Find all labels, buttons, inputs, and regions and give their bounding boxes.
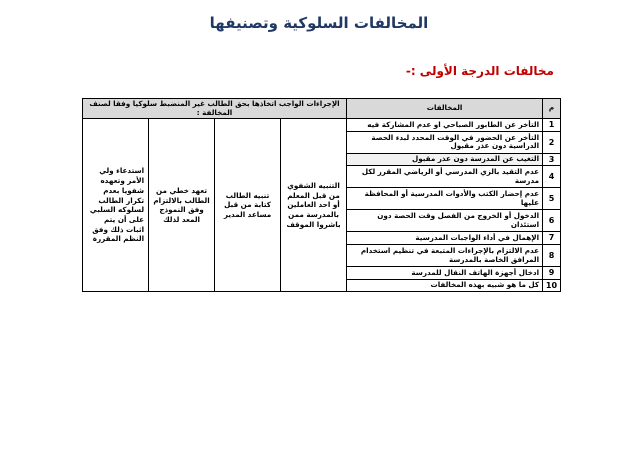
- row-number: 9: [543, 267, 561, 280]
- table-row: [83, 119, 561, 132]
- procedure-written-warning: تنبيه الطالب كتابة من قبل مساعد المدير: [215, 119, 281, 292]
- row-number: 6: [543, 210, 561, 232]
- section-subtitle: مخالفات الدرجة الأولى :-: [405, 64, 554, 78]
- row-number: 2: [543, 131, 561, 153]
- violation-text: كل ما هو شبيه بهذه المخالفات: [347, 279, 543, 292]
- violations-table: [82, 98, 561, 292]
- violation-text: الدخول أو الخروج من الفصل وقت الحصة دون استئذان: [347, 210, 543, 232]
- row-number: 8: [543, 245, 561, 267]
- header-violations: المخالفات: [347, 99, 543, 119]
- row-number: 3: [543, 153, 561, 166]
- procedure-verbal-warning: التنبيه الشفوي من قبل المعلم أو احد العاملين بالمدرسة ممن باشروا الموقف: [281, 119, 347, 292]
- procedure-guardian-summons: استدعاء ولي الأمر وتعهده شفويا بعدم تكرار الطالب لسلوكه السلبي على أن يتم اثبات ذلك وفق النظم المقررة: [83, 119, 149, 292]
- table-header-row: [83, 99, 561, 119]
- violation-text: الإهمال في أداء الواجبات المدرسية: [347, 232, 543, 245]
- violation-text: عدم إحضار الكتب والأدوات المدرسية أو المحافظة عليها: [347, 188, 543, 210]
- row-number: 5: [543, 188, 561, 210]
- violation-text: ادخال أجهزة الهاتف النقال للمدرسة: [347, 267, 543, 280]
- violation-text: عدم التقيد بالزي المدرسي أو الرياضي المقرر لكل مدرسة: [347, 166, 543, 188]
- row-number: 4: [543, 166, 561, 188]
- page-title: المخالفات السلوكية وتصنيفها: [209, 14, 429, 32]
- violation-text: التأخر عن الحضور في الوقت المحدد لبدء الحصة الدراسية دون عذر مقبول: [347, 131, 543, 153]
- violation-text: عدم الالتزام بالإجراءات المتبعة في تنظيم استخدام المرافق الخاصة بالمدرسة: [347, 245, 543, 267]
- row-number: 7: [543, 232, 561, 245]
- violation-text: التغيب عن المدرسة دون عذر مقبول: [347, 153, 543, 166]
- row-number: 10: [543, 279, 561, 292]
- row-number: 1: [543, 119, 561, 132]
- violation-text: التأخر عن الطابور الصباحي او عدم المشاركة فيه: [347, 119, 543, 132]
- procedure-written-pledge: تعهد خطي من الطالب بالالتزام وفق النموذج المعد لذلك: [149, 119, 215, 292]
- header-number: م: [543, 99, 561, 119]
- header-procedures: الإجراءات الواجب اتخاذها بحق الطالب غير المنضبط سلوكيا وفقا لصنف المخالفة :: [83, 99, 347, 119]
